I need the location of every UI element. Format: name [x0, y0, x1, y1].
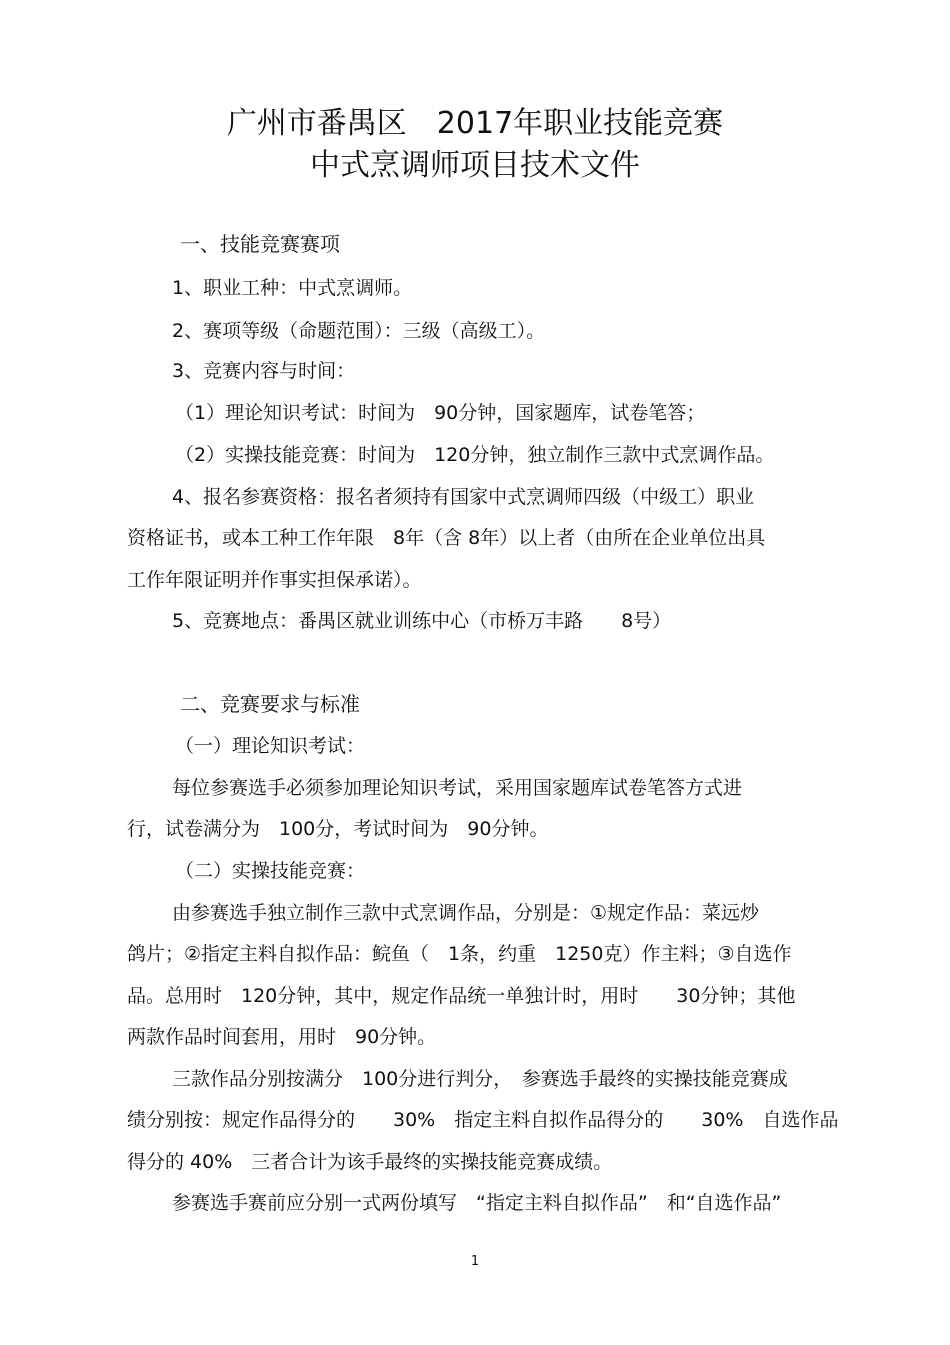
- section2-sub2-p2-line3: 得分的 40% 三者合计为该手最终的实操技能竞赛成绩。: [127, 1151, 613, 1173]
- page-number: 1: [470, 1254, 480, 1269]
- section2-sub2-p1-line3: 品。总用时 120分钟，其中，规定作品统一单独计时，用时 30分钟；其他: [127, 985, 796, 1007]
- section2-sub2-p1-line2: 鸽片；②指定主料自拟作品：鲩鱼（ 1条，约重 1250克）作主料；③自选作: [127, 943, 792, 965]
- doc-title-line1: 广州市番禺区 2017年职业技能竞赛: [226, 106, 724, 141]
- section2-sub1-heading: （一）理论知识考试：: [175, 735, 366, 757]
- section1-item4-line2: 资格证书，或本工种工作年限 8年（含 8年）以上者（由所在企业单位出具: [127, 527, 766, 549]
- section1-item2: 2、赛项等级（命题范围）：三级（高级工）。: [172, 320, 546, 342]
- section2-sub2-heading: （二）实操技能竞赛：: [175, 860, 366, 882]
- section1-item3: 3、竞赛内容与时间：: [172, 360, 356, 382]
- section2-sub2-p1-line1: 由参赛选手独立制作三款中式烹调作品，分别是：①规定作品：菜远炒: [172, 902, 760, 924]
- section2-heading: 二、竞赛要求与标准: [180, 692, 360, 716]
- section2-sub2-p2-line1: 三款作品分别按满分 100分进行判分， 参赛选手最终的实操技能竞赛成: [172, 1068, 788, 1090]
- doc-title-line2: 中式烹调师项目技术文件: [310, 148, 640, 183]
- section1-item4-line3: 工作年限证明并作事实担保承诺）。: [127, 569, 422, 591]
- section2-sub1-paragraph-line2: 行，试卷满分为 100分，考试时间为 90分钟。: [127, 818, 549, 840]
- section1-item5: 5、竞赛地点：番禺区就业训练中心（市桥万丰路 8号）: [172, 610, 672, 632]
- section1-item3-sub1: （1）理论知识考试：时间为 90分钟，国家题库，试卷笔答；: [175, 402, 706, 424]
- section2-sub1-paragraph-line1: 每位参赛选手必须参加理论知识考试，采用国家题库试卷笔答方式进: [172, 777, 743, 799]
- section2-sub2-p2-line2: 绩分别按：规定作品得分的 30% 指定主料自拟作品得分的 30% 自选作品: [127, 1109, 839, 1131]
- section1-item1: 1、职业工种：中式烹调师。: [172, 277, 413, 299]
- section1-item4-line1: 4、报名参赛资格：报名者须持有国家中式烹调师四级（中级工）职业: [172, 486, 755, 508]
- section1-item3-sub2: （2）实操技能竞赛：时间为 120分钟，独立制作三款中式烹调作品。: [175, 444, 775, 466]
- section2-sub2-p1-line4: 两款作品时间套用，用时 90分钟。: [127, 1026, 437, 1048]
- section1-heading: 一、技能竞赛赛项: [180, 232, 340, 256]
- section2-sub2-p3-line1: 参赛选手赛前应分别一式两份填写 “指定主料自拟作品” 和“自选作品”: [172, 1192, 782, 1214]
